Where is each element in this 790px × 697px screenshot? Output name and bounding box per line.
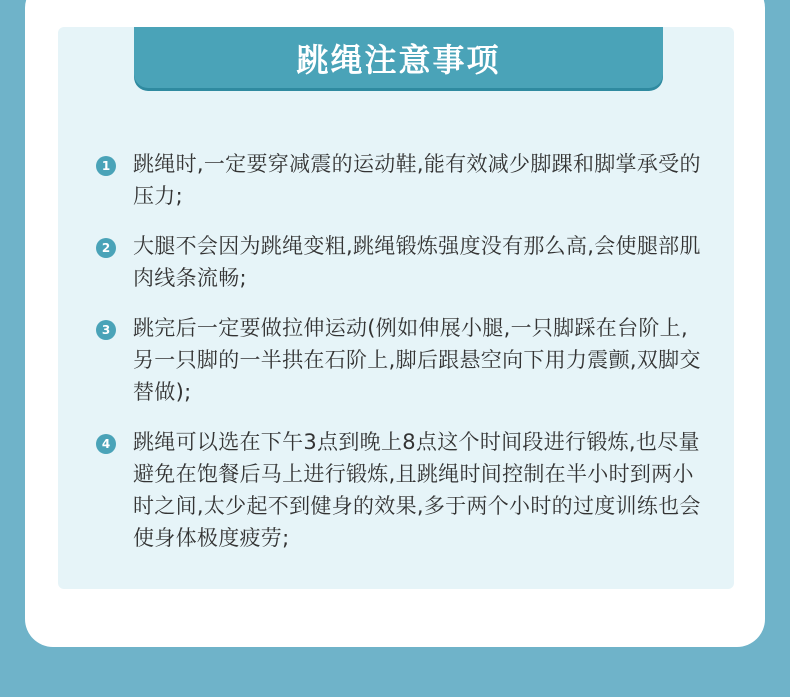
- number-badge-icon: 3: [96, 320, 116, 340]
- list-item-text: 跳绳可以选在下午3点到晚上8点这个时间段进行锻炼,也尽量避免在饱餐后马上进行锻炼,且跳绳时间控制在半小时到两小时之间,太少起不到健身的效果,多于两个小时的过度训练也会使身体极度疲劳;: [133, 430, 701, 550]
- list-item: [96, 426, 706, 554]
- list-item-text: 大腿不会因为跳绳变粗,跳绳锻炼强度没有那么高,会使腿部肌肉线条流畅;: [133, 234, 701, 290]
- page-title: 跳绳注意事项: [296, 40, 501, 79]
- number-badge-icon: 1: [96, 156, 116, 176]
- list-item: [96, 312, 706, 408]
- list-item-text: 跳完后一定要做拉伸运动(例如伸展小腿,一只脚踩在台阶上,另一只脚的一半拱在石阶上,脚后跟悬空向下用力震颤,双脚交替做);: [133, 316, 701, 404]
- number-badge-icon: 2: [96, 238, 116, 258]
- list-item: [96, 230, 706, 294]
- number-badge-icon: 4: [96, 434, 116, 454]
- list-item: [96, 148, 706, 212]
- title-banner: [134, 27, 663, 88]
- notes-list: [96, 148, 706, 572]
- list-item-text: 跳绳时,一定要穿减震的运动鞋,能有效减少脚踝和脚掌承受的压力;: [133, 152, 701, 208]
